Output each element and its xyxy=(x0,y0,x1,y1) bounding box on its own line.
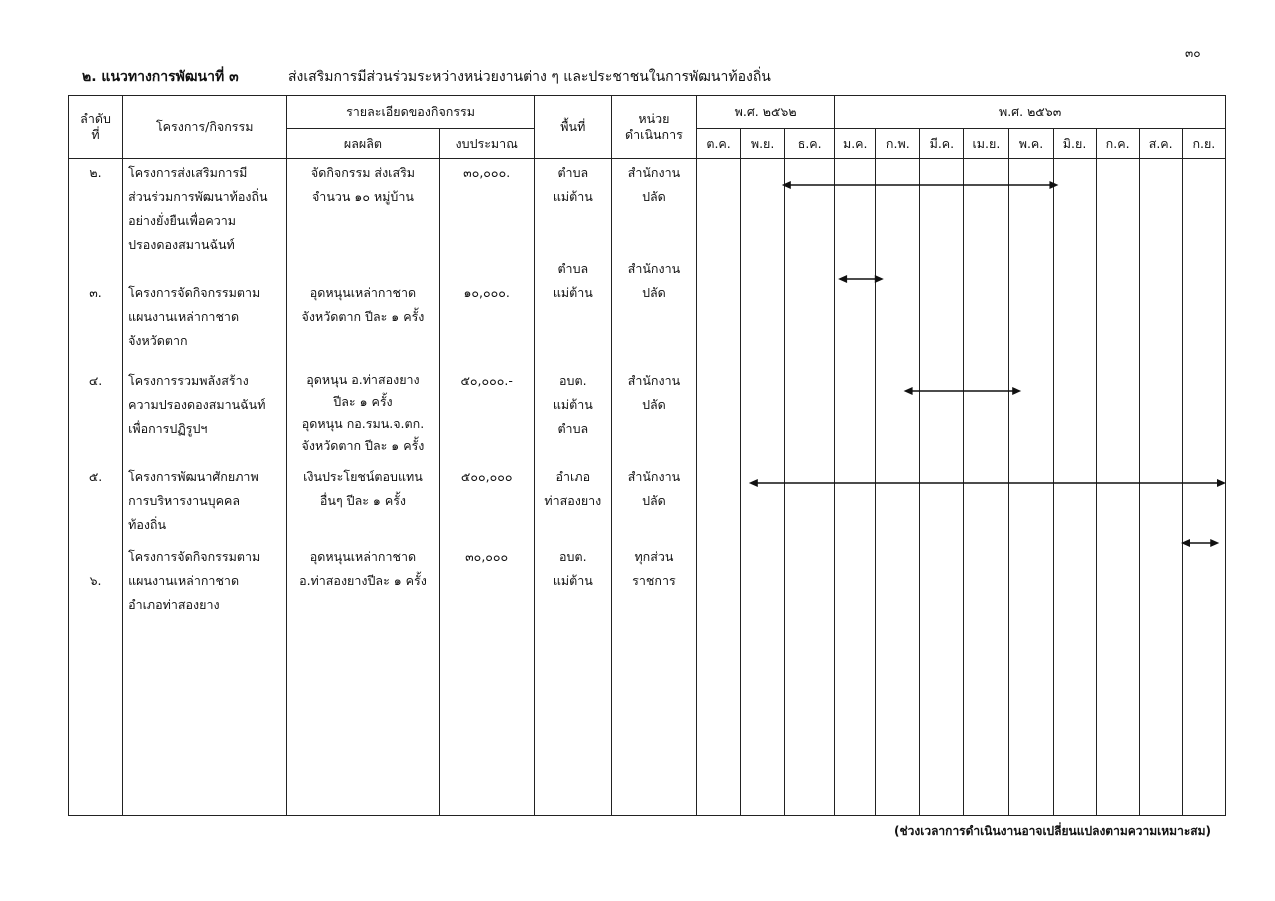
row-2-budget: ๓๐,๐๐๐. xyxy=(463,165,511,180)
month-cell-nov xyxy=(741,159,785,816)
col-area xyxy=(534,159,611,816)
project-plan-table xyxy=(68,95,1226,816)
month-oct: ต.ค. xyxy=(697,129,741,159)
row-5-output: เงินประโยชน์ตอบแทน อื่นๆ ปีละ ๑ ครั้ง xyxy=(303,469,423,508)
header-year-2562: พ.ศ. ๒๕๖๒ xyxy=(697,96,835,129)
row-3-project: โครงการจัดกิจกรรมตาม แผนงานเหล่ากาชาด จังหวัดตาก xyxy=(128,285,261,348)
month-cell-jan xyxy=(835,159,876,816)
header-project: โครงการ/กิจกรรม xyxy=(123,96,287,159)
row-3-output: อุดหนุนเหล่ากาชาด จังหวัดตาก ปีละ ๑ ครั้ง xyxy=(301,285,425,324)
month-jun: มิ.ย. xyxy=(1053,129,1096,159)
row-6-output: อุดหนุนเหล่ากาชาด อ.ท่าสองยางปีละ ๑ ครั้ง xyxy=(299,549,427,588)
month-cell-oct xyxy=(697,159,741,816)
month-cell-sep xyxy=(1182,159,1225,816)
footnote: (ช่วงเวลาการดำเนินงานอาจเปลี่ยนแปลงตามความเหมาะสม) xyxy=(894,824,1211,838)
table-body-row xyxy=(69,159,1226,816)
row-3-budget: ๑๐,๐๐๐. xyxy=(463,285,510,300)
month-dec: ธ.ค. xyxy=(785,129,835,159)
col-project xyxy=(123,159,287,816)
row-6-no: ๖. xyxy=(89,573,102,588)
row-6-budget: ๓๐,๐๐๐ xyxy=(465,549,509,564)
row-4-area: อบต. แม่ต้าน ตำบล xyxy=(552,373,593,436)
col-output xyxy=(287,159,439,816)
header-budget: งบประมาณ xyxy=(439,129,534,159)
row-2-output: จัดกิจกรรม ส่งเสริม จำนวน ๑๐ หมู่บ้าน xyxy=(310,165,416,204)
row-3-area: ตำบล แม่ต้าน xyxy=(552,261,593,300)
row-5-project: โครงการพัฒนาศักยภาพ การบริหารงานบุคคล ท้องถิ่น xyxy=(128,469,259,532)
row-2-area: ตำบล แม่ต้าน xyxy=(552,165,593,204)
month-cell-jun xyxy=(1053,159,1096,816)
month-nov: พ.ย. xyxy=(741,129,785,159)
month-cell-jul xyxy=(1096,159,1139,816)
col-agency xyxy=(611,159,696,816)
header-details: รายละเอียดของกิจกรรม xyxy=(287,96,534,129)
row-3-agency: สำนักงาน ปลัด xyxy=(627,261,681,300)
row-5-area: อำเภอ ท่าสองยาง xyxy=(544,469,602,508)
month-may: พ.ค. xyxy=(1009,129,1053,159)
row-2-agency: สำนักงาน ปลัด xyxy=(627,165,681,204)
month-cell-aug xyxy=(1139,159,1182,816)
header-no: ลำดับ ที่ xyxy=(69,96,123,159)
row-2-no: ๒. xyxy=(89,165,102,180)
month-jan: ม.ค. xyxy=(835,129,876,159)
col-no xyxy=(69,159,123,816)
row-4-project: โครงการรวมพลังสร้าง ความปรองดองสมานฉันท์ เพื่อการปฏิรูปฯ xyxy=(128,373,266,436)
row-6-agency: ทุกส่วน ราชการ xyxy=(632,549,676,588)
header-agency: หน่วย ดำเนินการ xyxy=(611,96,696,159)
month-cell-mar xyxy=(920,159,964,816)
month-cell-may xyxy=(1009,159,1053,816)
month-jul: ก.ค. xyxy=(1096,129,1139,159)
month-feb: ก.พ. xyxy=(876,129,920,159)
row-2-project: โครงการส่งเสริมการมี ส่วนร่วมการพัฒนาท้องถิ่น อย่างยั่งยืนเพื่อความ ปรองดองสมานฉันท์ xyxy=(128,165,268,252)
month-aug: ส.ค. xyxy=(1139,129,1182,159)
header-year-2563: พ.ศ. ๒๕๖๓ xyxy=(835,96,1226,129)
row-6-area: อบต. แม่ต้าน xyxy=(552,549,593,588)
section-heading xyxy=(82,66,771,88)
section-heading-label: ๒. แนวทางการพัฒนาที่ ๓ xyxy=(82,69,239,85)
header-area: พื้นที่ xyxy=(534,96,611,159)
month-cell-apr xyxy=(964,159,1009,816)
header-output: ผลผลิต xyxy=(287,129,439,159)
row-4-budget: ๕๐,๐๐๐.- xyxy=(460,373,513,388)
row-5-no: ๕. xyxy=(88,469,103,484)
row-6-project: โครงการจัดกิจกรรมตาม แผนงานเหล่ากาชาด อำเภอท่าสองยาง xyxy=(128,549,261,612)
row-3-no: ๓. xyxy=(89,285,102,300)
row-5-budget: ๕๐๐,๐๐๐ xyxy=(460,469,513,484)
col-budget xyxy=(439,159,534,816)
month-cell-dec xyxy=(785,159,835,816)
row-5-agency: สำนักงาน ปลัด xyxy=(627,469,681,508)
month-mar: มี.ค. xyxy=(920,129,964,159)
month-apr: เม.ย. xyxy=(964,129,1009,159)
page-number: ๓๐ xyxy=(1185,46,1201,60)
row-4-no: ๔. xyxy=(88,373,103,388)
row-4-output: อุดหนุน อ.ท่าสองยาง ปีละ ๑ ครั้ง อุดหนุน กอ.รมน.จ.ตก. จังหวัดตาก ปีละ ๑ ครั้ง xyxy=(301,372,425,453)
row-4-agency: สำนักงาน ปลัด xyxy=(627,373,681,412)
month-cell-feb xyxy=(876,159,920,816)
month-sep: ก.ย. xyxy=(1182,129,1225,159)
section-heading-description: ส่งเสริมการมีส่วนร่วมระหว่างหน่วยงานต่าง ๆ และประชาชนในการพัฒนาท้องถิ่น xyxy=(288,69,771,85)
